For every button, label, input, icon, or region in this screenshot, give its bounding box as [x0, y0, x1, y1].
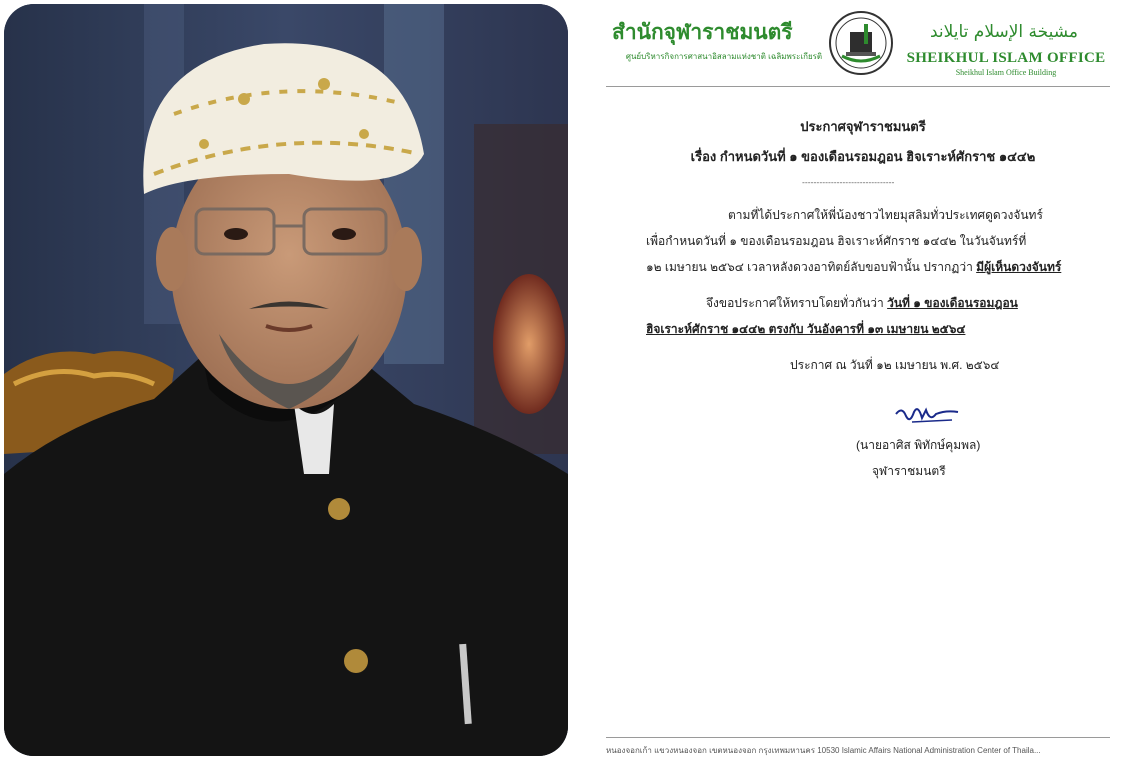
paragraph-2-line-2: ฮิจเราะห์ศักราช ๑๔๔๒ ตรงกับ วันอังคารที่ ๑๓ เมษายน ๒๕๖๔ [646, 322, 966, 336]
ramadan-day-one-emphasis: วันที่ ๑ ของเดือนรอมฎอน [887, 296, 1018, 310]
moon-sighted-emphasis: มีผู้เห็นดวงจันทร์ [976, 260, 1062, 274]
letterhead-subtitle-english: Sheikhul Islam Office Building [955, 68, 1057, 77]
paragraph-2-line-1-text: จึงขอประกาศให้ทราบโดยทั่วกันว่า [706, 296, 888, 310]
subject-divider: -------------------------------- [802, 178, 895, 187]
announcement-subject: เรื่อง กำหนดวันที่ ๑ ของเดือนรอมฎอน ฮิจเราะห์ศักราช ๑๔๔๒ [690, 149, 1036, 164]
signature-mark [892, 400, 962, 430]
announcement-title: ประกาศจุฬาราชมนตรี [800, 119, 926, 134]
signer-name: (นายอาศิส พิทักษ์คุมพล) [856, 438, 981, 452]
portrait-photo [4, 4, 568, 756]
paragraph-1-line-3 [646, 258, 1061, 277]
letterhead-rule [606, 86, 1110, 87]
footer-rule [606, 737, 1110, 738]
footer-address: หนองจอกเก้า แขวงหนองจอก เขตหนองจอก กรุงเทพมหานคร 10530 Islamic Affairs National Administration Center of Thaila... [606, 746, 1041, 755]
letterhead-arabic-logo: مشيخة الإسلام تايلاند [929, 22, 1079, 42]
paragraph-1-line-1: ตามที่ได้ประกาศให้พี่น้องชาวไทยมุสลิมทั่วประเทศดูดวงจันทร์ [728, 208, 1043, 222]
paragraph-1-line-2: เพื่อกำหนดวันที่ ๑ ของเดือนรอมฎอน ฮิจเราะห์ศักราช ๑๔๔๒ ในวันจันทร์ที่ [646, 234, 1027, 248]
paragraph-1-line-3-text: ๑๒ เมษายน ๒๕๖๔ เวลาหลังดวงอาทิตย์ลับขอบฟ้านั้น ปรากฏว่า [646, 260, 977, 274]
paragraph-2-line-1 [706, 294, 1018, 313]
announcement-document [606, 0, 1116, 760]
signer-title: จุฬาราชมนตรี [872, 464, 946, 478]
seal-icon [828, 10, 894, 76]
issued-date: ประกาศ ณ วันที่ ๑๒ เมษายน พ.ศ. ๒๕๖๔ [790, 358, 1000, 372]
letterhead-name-thai: สำนักจุฬาราชมนตรี [612, 21, 793, 44]
portrait-illustration [4, 4, 568, 756]
letterhead-name-english: SHEIKHUL ISLAM OFFICE [906, 50, 1106, 66]
letterhead-subtitle-thai: ศูนย์บริหารกิจการศาสนาอิสลามแห่งชาติ เฉลิมพระเกียรติ [625, 52, 823, 61]
